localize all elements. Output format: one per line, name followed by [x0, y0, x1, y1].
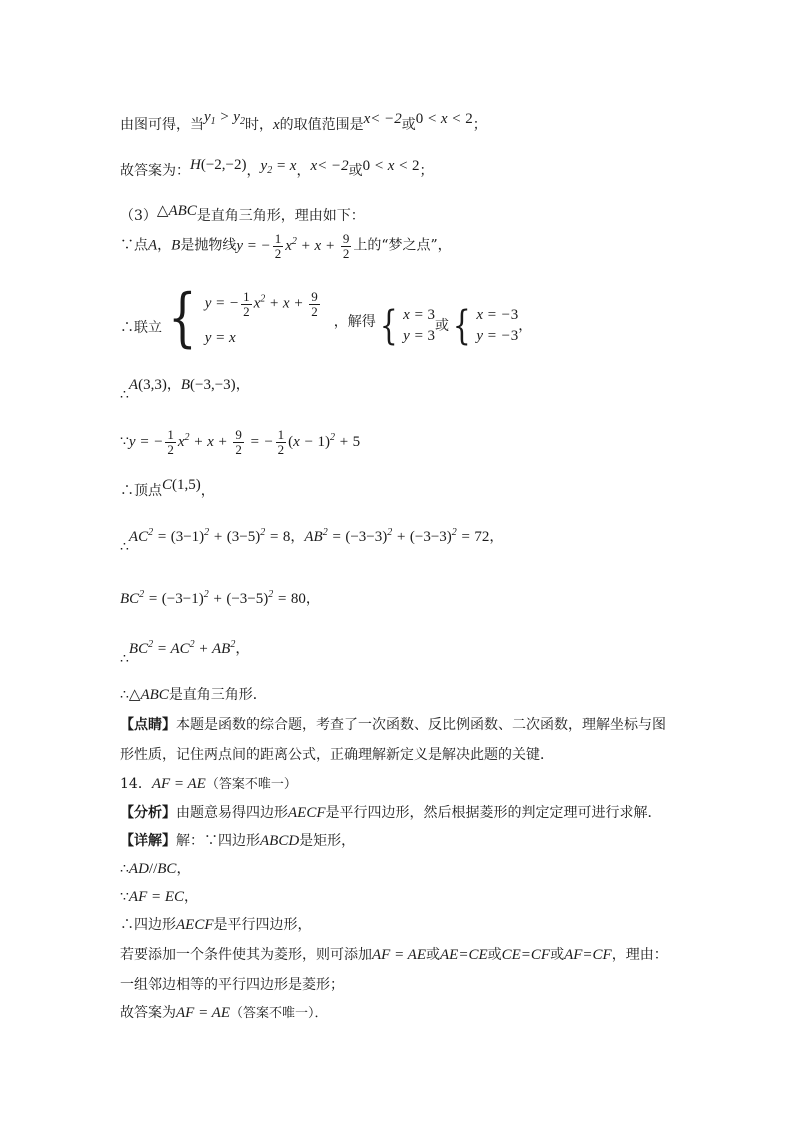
- line-5: ∴联立 { y = − $\frac{1}{2}$ $x^2 + x$ + $\frac{9}{2}$ y = x ，解得 { x = 3 y = 3 或 { x = −3 y = −3 ，: [120, 281, 533, 355]
- math-system-equations: { y = − $\frac{1}{2}$ $x^2 + x$ + $\frac{9}{2}$ y = x: [168, 281, 318, 355]
- line-17: 【详解】解：∵四边形ABCD是矩形，: [120, 833, 356, 849]
- math-AF-eq-AE-2: AF = AE: [372, 947, 427, 963]
- line-12: ∴△ABC是直角三角形．: [120, 687, 267, 703]
- math-AECF: AECF: [288, 805, 326, 821]
- line-19: ∵AF = EC，: [120, 889, 199, 905]
- line-10: $BC^2 = (-3-1)^2 + (-3-5)^2 = 80$，: [120, 589, 320, 607]
- line-6: ∴A(3,3)，B(−3,−3)，: [120, 377, 250, 403]
- math-ABCD: ABCD: [260, 833, 300, 849]
- line-2: 故答案为：H(−2,−2)，$y_2 = x$，x< −2或0 < x < 2；: [120, 157, 434, 179]
- line-1: 由图可得，当$y_1 > y_2$时，x的取值范围是x< −2或0 < x < 2；: [120, 109, 487, 133]
- math-AC-squared: $AC^2 = (3-1)^2 + (3-5)^2 = 8$: [128, 527, 291, 545]
- line-15: 14．AF = AE（答案不唯一）: [120, 776, 297, 792]
- math-0-lt-x-lt-2: 0 < x < 2: [415, 111, 473, 127]
- math-y2-eq-x: $y_2 = x$: [260, 158, 297, 176]
- math-y1-gt-y2: $y_1 > y_2$: [204, 109, 245, 127]
- math-BC-squared: $BC^2 = (-3-1)^2 + (-3-5)^2 = 80$: [120, 589, 306, 607]
- math-triangle-ABC-2: △ABC: [128, 687, 169, 703]
- line-4: ∵点A，B是抛物线y = − $\frac{1}{2}$ $x^2 + x$ + $\frac{9}{2}$ 上的“梦之点”，: [120, 231, 452, 261]
- math-pythagoras: $BC^2 = AC^2 + AB^2$: [128, 639, 236, 657]
- math-x-lt-neg2-b: x< −2: [310, 158, 349, 174]
- line-11: $\therefore BC^2 = AC^2 + AB^2$，: [120, 639, 250, 667]
- math-AD-parallel-BC: AD//BC: [128, 861, 177, 877]
- math-0-lt-x-lt-2-b: 0 < x < 2: [362, 158, 420, 174]
- math-AF-eq-EC: AF = EC: [128, 889, 185, 905]
- line-23: 故答案为AF = AE（答案不唯一）．: [120, 1005, 328, 1021]
- line-8: ∴顶点C(1,5)，: [120, 477, 215, 499]
- line-22: 一组邻边相等的平行四边形是菱形；: [120, 977, 344, 993]
- math-H-point: H(−2,−2): [190, 157, 247, 173]
- line-16: 【分析】由题意易得四边形AECF是平行四边形，然后根据菱形的判定定理可进行求解．: [120, 805, 662, 821]
- line-21: 若要添加一个条件使其为菱形，则可添加AF = AE或AE=CE或CE=CF或AF=CF，理由：: [120, 947, 668, 963]
- math-triangle-ABC: △ABC: [156, 203, 197, 219]
- math-parabola: y = − $\frac{1}{2}$ $x^2 + x$ + $\frac{9}{2}$: [236, 231, 350, 261]
- line-13: 【点睛】本题是函数的综合题，考查了一次函数、反比例函数、二次函数，理解坐标与图: [120, 717, 666, 733]
- math-AECF-2: AECF: [176, 917, 214, 933]
- math-point-A: A(3,3): [128, 377, 167, 393]
- line-7: ∵y = − $\frac{1}{2}$ $x^2 + x$ + $\frac{9}{2}$ = − $\frac{1}{2}$ $(x - 1)^2 + 5$: [120, 427, 361, 457]
- math-solution-1: { x = 3 y = 3: [379, 303, 435, 349]
- line-3: （3）△ABC是直角三角形，理由如下：: [120, 203, 365, 224]
- math-AF-eq-AE: AF = AE: [151, 776, 206, 792]
- math-vertex-C: C(1,5): [162, 477, 201, 493]
- line-18: ∴AD//BC，: [120, 861, 191, 877]
- math-vertex-form: y = − $\frac{1}{2}$ $x^2 + x$ + $\frac{9}{2}$ = − $\frac{1}{2}$ $(x - 1)^2 + 5$: [128, 427, 361, 457]
- line-9: $\therefore AC^2 = (3-1)^2 + (3-5)^2 = 8$，$AB^2 = (-3-3)^2 + (-3-3)^2 = 72$，: [120, 527, 504, 555]
- math-AF-eq-AE-3: AF = AE: [176, 1005, 231, 1021]
- math-solution-2: { x = −3 y = −3: [452, 303, 519, 349]
- math-AB-squared: $AB^2 = (-3-3)^2 + (-3-3)^2 = 72$: [304, 527, 490, 545]
- math-x-lt-neg2: x< −2: [363, 111, 402, 127]
- math-point-B: B(−3,−3): [180, 377, 236, 393]
- line-20: ∴四边形AECF是平行四边形，: [120, 917, 312, 933]
- line-14: 形性质，记住两点间的距离公式，正确理解新定义是解决此题的关键．: [120, 747, 554, 763]
